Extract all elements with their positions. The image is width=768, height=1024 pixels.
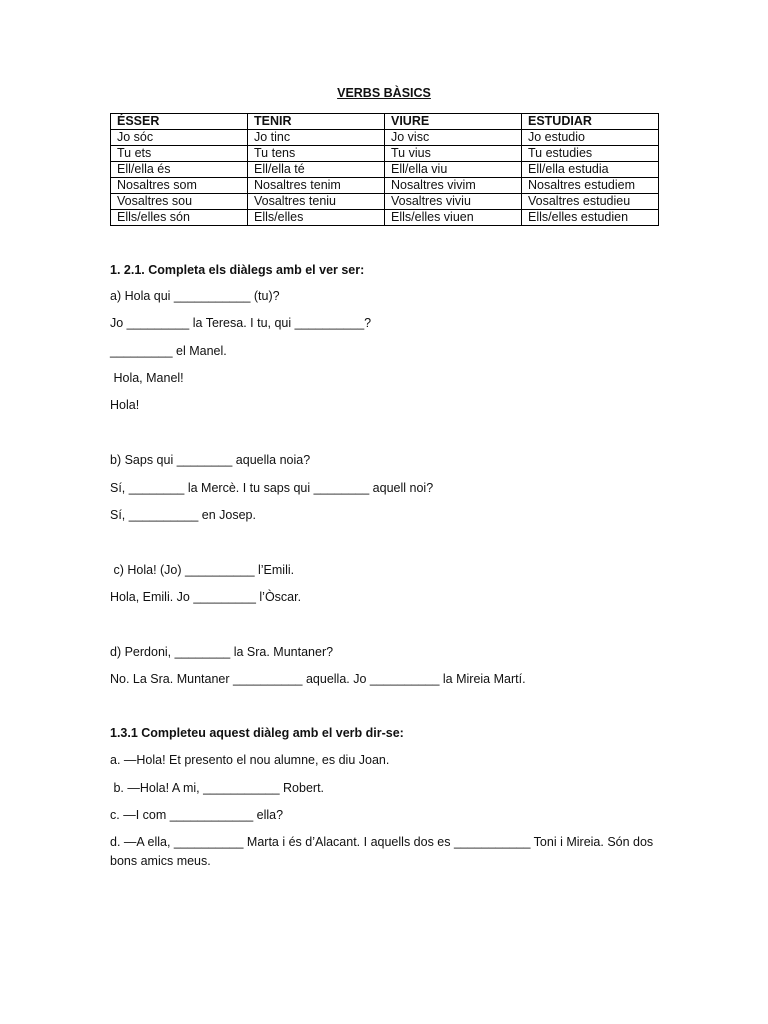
table-cell: Tu vius [385,146,522,162]
exercise-line: No. La Sra. Muntaner __________ aquella. Jo __________ la Mireia Martí. [110,672,526,686]
exercise-line: Hola, Manel! [110,371,184,385]
table-row [111,146,659,162]
table-cell: Tu tens [248,146,385,162]
exercise-line: d. —A ella, __________ Marta i és d’Alacant. I aquells dos es ___________ Toni i Mireia. Són dos bons amics meus. [110,835,654,868]
table-cell: Nosaltres som [111,178,248,194]
exercise-line: b. —Hola! A mi, ___________ Robert. [110,781,325,795]
table-row [111,194,659,210]
table-cell: Ell/ella estudia [522,162,659,178]
section-heading: 1.3.1 Completeu aquest diàleg amb el verb dir-se: [110,726,404,740]
table-header-row [111,114,659,130]
table-cell: Jo sóc [111,130,248,146]
table-cell: Nosaltres estudiem [522,178,659,194]
exercise-line: d) Perdoni, ________ la Sra. Muntaner? [110,645,334,659]
table-cell: Ell/ella viu [385,162,522,178]
table-cell: Ells/elles viuen [385,210,522,226]
table-row [111,130,659,146]
exercise-line: b) Saps qui ________ aquella noia? [110,453,311,467]
exercise-line: Jo _________ la Teresa. I tu, qui __________? [110,316,372,330]
table-cell: Vosaltres viviu [385,194,522,210]
table-cell: Jo estudio [522,130,659,146]
exercise-line: c. —I com ____________ ella? [110,808,284,822]
table-cell: Ells/elles [248,210,385,226]
table-cell: Vosaltres teniu [248,194,385,210]
exercise-line: Hola! [110,398,140,412]
column-header: TENIR [248,114,385,130]
column-header: ESTUDIAR [522,114,659,130]
page-title: VERBS BÀSICS [337,86,431,100]
exercise-line: a) Hola qui ___________ (tu)? [110,289,280,303]
table-row [111,178,659,194]
exercise-line: Hola, Emili. Jo _________ l’Òscar. [110,590,302,604]
exercise-line: _________ el Manel. [110,344,227,358]
worksheet-page [110,0,658,1024]
table-cell: Tu ets [111,146,248,162]
column-header: ÉSSER [111,114,248,130]
table-cell: Jo tinc [248,130,385,146]
table-cell: Ell/ella té [248,162,385,178]
table-cell: Nosaltres vivim [385,178,522,194]
table-cell: Ells/elles estudien [522,210,659,226]
table-cell: Vosaltres estudieu [522,194,659,210]
table-row [111,162,659,178]
column-header: VIURE [385,114,522,130]
table-cell: Vosaltres sou [111,194,248,210]
verbs-table [110,113,659,226]
section-heading: 1. 2.1. Completa els diàlegs amb el ver ser: [110,263,365,277]
table-cell: Nosaltres tenim [248,178,385,194]
table-cell: Tu estudies [522,146,659,162]
exercise-line: a. —Hola! Et presento el nou alumne, es diu Joan. [110,753,390,767]
table-cell: Jo visc [385,130,522,146]
exercise-line: c) Hola! (Jo) __________ l’Emili. [110,563,295,577]
table-cell: Ell/ella és [111,162,248,178]
exercise-line: Sí, ________ la Mercè. I tu saps qui ________ aquell noi? [110,481,434,495]
table-cell: Ells/elles són [111,210,248,226]
table-row [111,210,659,226]
exercise-line: Sí, __________ en Josep. [110,508,256,522]
